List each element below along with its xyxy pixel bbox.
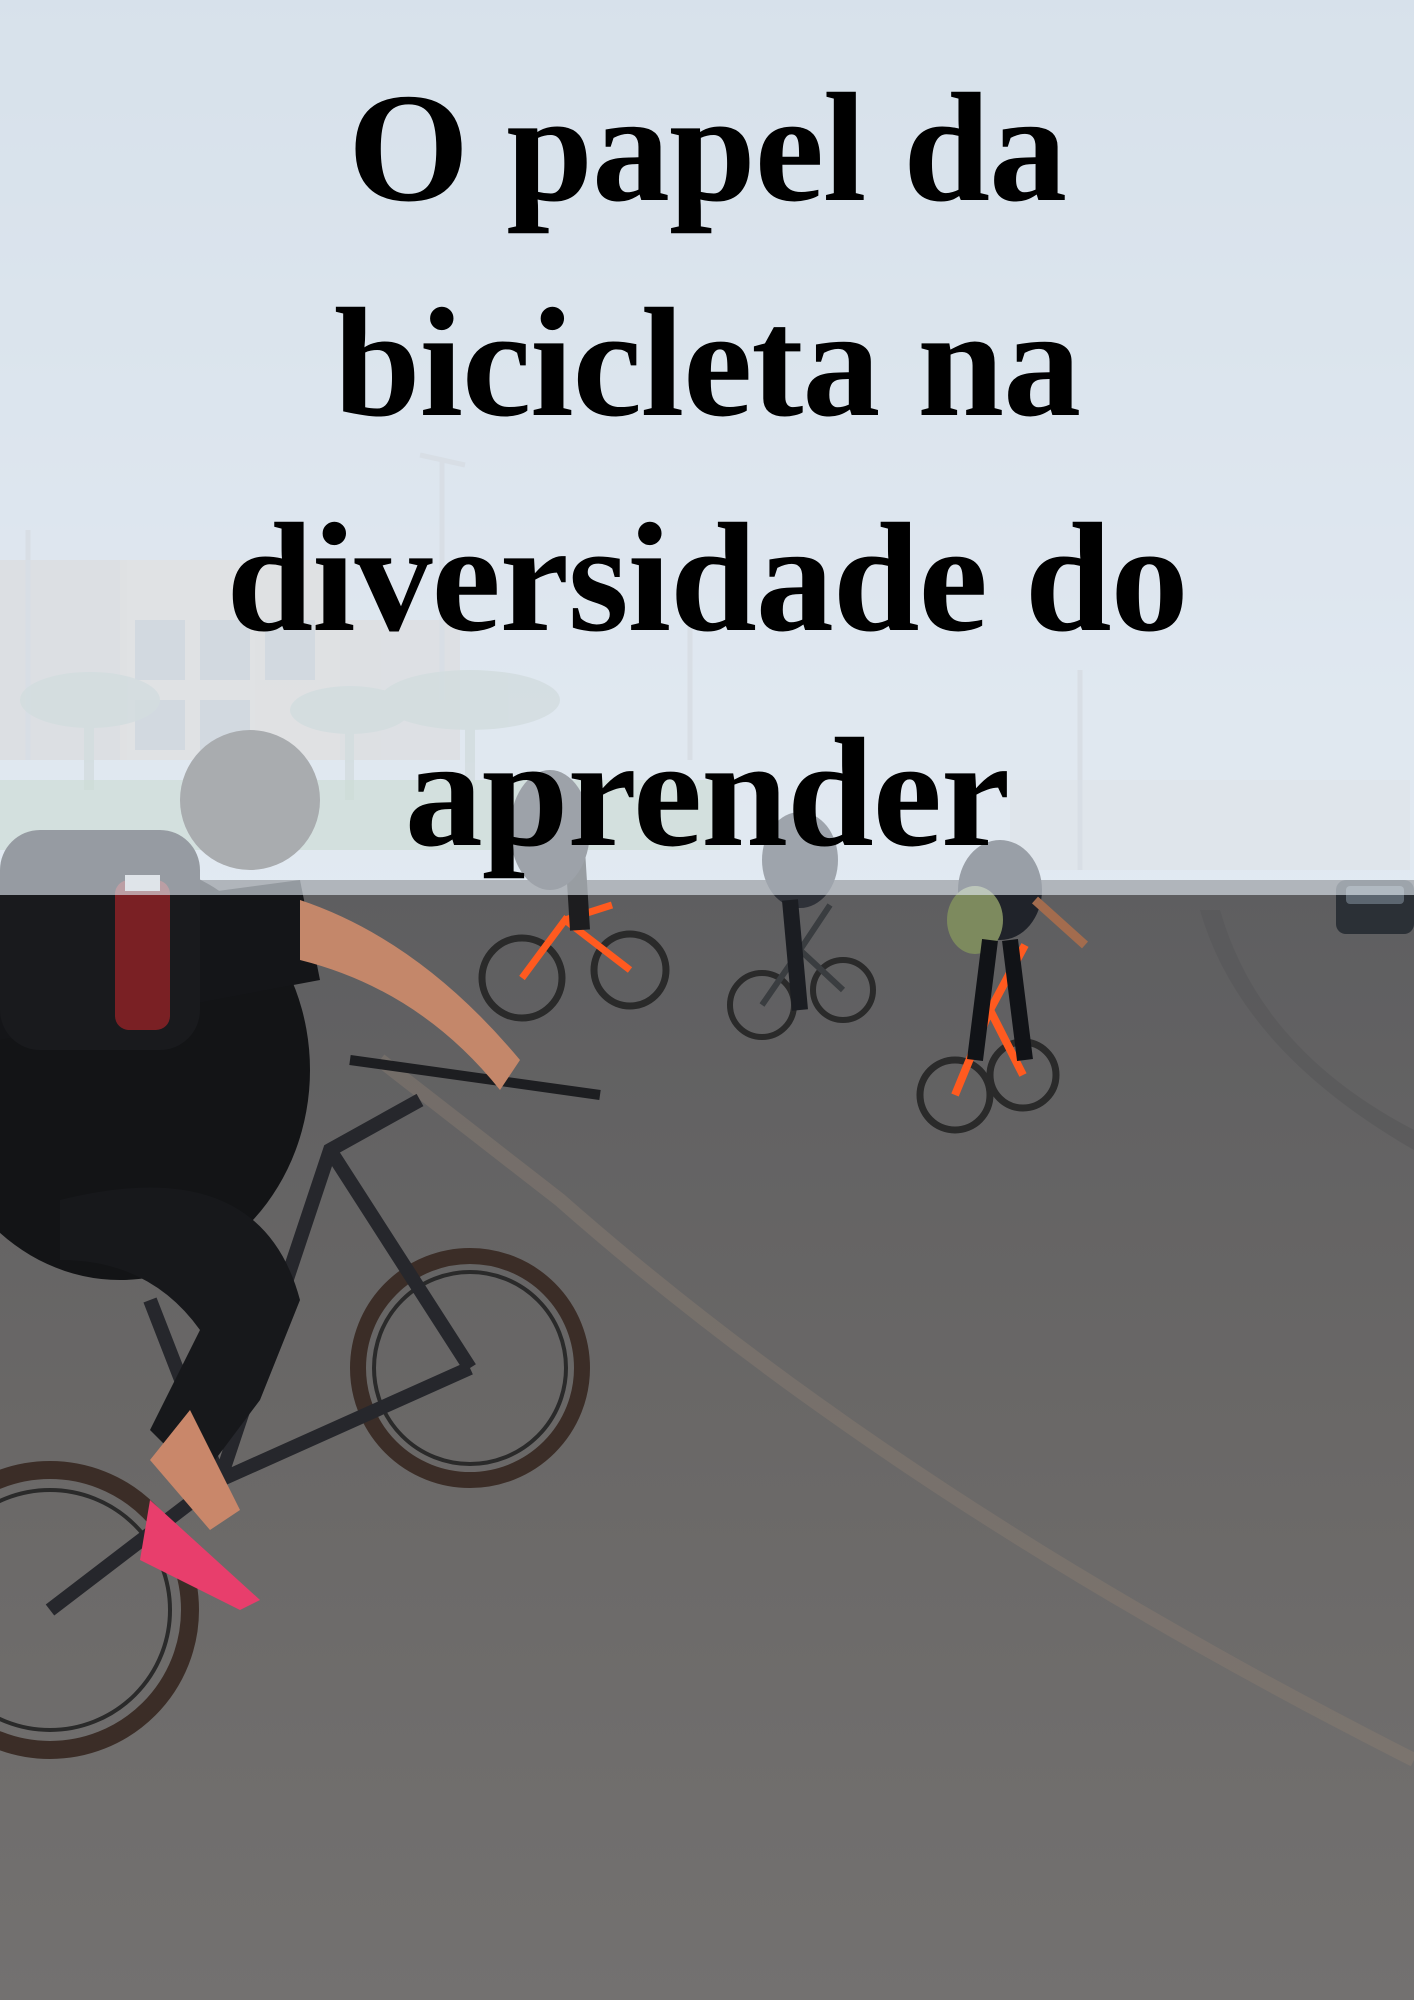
title-line: aprender <box>404 706 1010 879</box>
title-line: diversidade do <box>226 491 1188 664</box>
title-line: O papel da <box>347 61 1067 234</box>
cover-title <box>0 40 1414 900</box>
title-line: bicicleta na <box>333 276 1081 449</box>
